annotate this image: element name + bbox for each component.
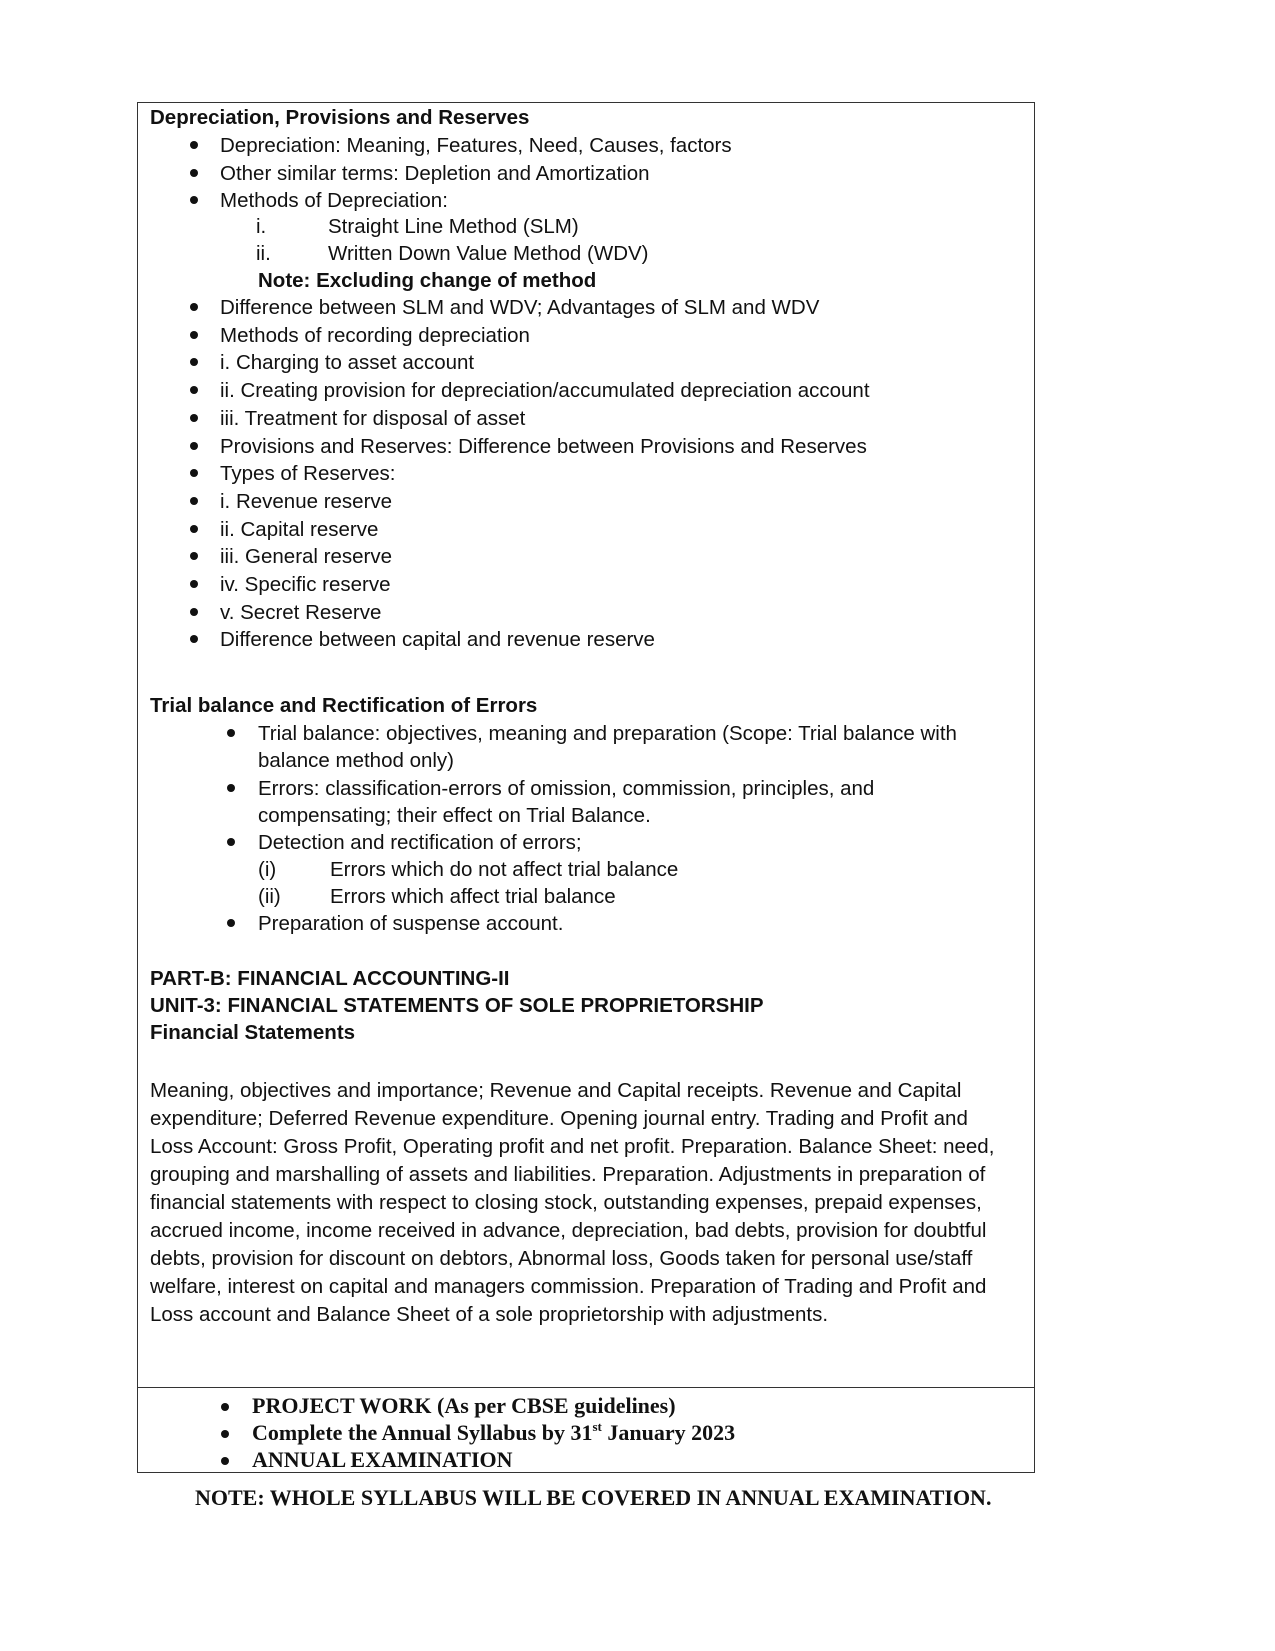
bullet (227, 784, 235, 792)
list-item: i. Charging to asset account (220, 351, 475, 375)
paragraph-line: debts, provision for discount on debtors, Abnormal loss, Goods taken for personal use/staff (150, 1247, 973, 1270)
error-type-label: Errors which affect trial balance (330, 885, 616, 908)
list-item: iii. Treatment for disposal of asset (220, 406, 526, 430)
bullet (190, 580, 198, 588)
bullet (221, 1430, 229, 1438)
paragraph-line: welfare, interest on capital and managers commission. Preparation of Trading and Profit and (150, 1275, 987, 1298)
bullet (190, 469, 198, 477)
paragraph-line: grouping and marshalling of assets and liabilities. Preparation. Adjustments in preparation of (150, 1163, 986, 1186)
bullet (190, 358, 198, 366)
list-item: Types of Reserves: (220, 462, 396, 486)
method-number: i. (256, 215, 267, 238)
error-type-label: Errors which do not affect trial balance (330, 858, 679, 881)
bullet (190, 196, 198, 204)
paragraph-line: Loss account and Balance Sheet of a sole proprietorship with adjustments. (150, 1303, 829, 1326)
bullet (190, 608, 198, 616)
list-item: i. Revenue reserve (220, 489, 393, 513)
bullet (227, 919, 235, 927)
paragraph-line: expenditure; Deferred Revenue expenditure. Opening journal entry. Trading and Profit and (150, 1107, 968, 1130)
deadline-suffix: st (592, 1419, 602, 1434)
annual-exam-item: ANNUAL EXAMINATION (252, 1447, 513, 1472)
list-item: Errors: classification-errors of omission, commission, principles, and (258, 777, 875, 800)
final-note: NOTE: WHOLE SYLLABUS WILL BE COVERED IN ANNUAL EXAMINATION. (195, 1485, 992, 1510)
bullet (190, 386, 198, 394)
bullet (221, 1403, 229, 1411)
list-item-continuation: balance method only) (258, 749, 455, 772)
bullet (190, 552, 198, 560)
bullet (190, 635, 198, 643)
bullet (190, 497, 198, 505)
financial-statements-paragraph (150, 1077, 1020, 1329)
section-heading-depreciation: Depreciation, Provisions and Reserves (150, 106, 530, 129)
syllabus-deadline-item (252, 1419, 736, 1445)
method-label: Straight Line Method (SLM) (328, 215, 579, 238)
list-item: Methods of Depreciation: (220, 189, 448, 213)
list-item: Detection and rectification of errors; (258, 831, 582, 854)
bullet (227, 838, 235, 846)
list-item: Difference between capital and revenue reserve (220, 628, 655, 652)
method-label: Written Down Value Method (WDV) (328, 242, 649, 265)
syllabus-table (137, 102, 1035, 1473)
list-item: iii. General reserve (220, 545, 393, 569)
method-note: Note: Excluding change of method (258, 269, 597, 292)
bullet (190, 169, 198, 177)
bullet (221, 1457, 229, 1465)
method-number: ii. (256, 242, 271, 265)
project-work-item: PROJECT WORK (As per CBSE guidelines) (252, 1393, 676, 1418)
list-item: ii. Creating provision for depreciation/accumulated depreciation account (220, 379, 870, 403)
section-heading-trial-balance: Trial balance and Rectification of Errors (150, 694, 538, 717)
error-type-number: (ii) (258, 885, 281, 908)
list-item: Difference between SLM and WDV; Advantages of SLM and WDV (220, 296, 820, 319)
part-heading: PART-B: FINANCIAL ACCOUNTING-II (150, 967, 510, 990)
bullet (190, 414, 198, 422)
list-item: Trial balance: objectives, meaning and preparation (Scope: Trial balance with (258, 722, 957, 745)
paragraph-line: accrued income, income received in advance, depreciation, bad debts, provision for doubtful (150, 1219, 987, 1242)
list-item-continuation: compensating; their effect on Trial Balance. (258, 804, 651, 827)
bullet (190, 525, 198, 533)
unit-heading: UNIT-3: FINANCIAL STATEMENTS OF SOLE PROPRIETORSHIP (150, 994, 764, 1017)
list-item: Other similar terms: Depletion and Amortization (220, 161, 650, 185)
paragraph-line: Loss Account: Gross Profit, Operating profit and net profit. Preparation. Balance Sheet: need, (150, 1135, 995, 1158)
paragraph-line: Meaning, objectives and importance; Revenue and Capital receipts. Revenue and Capital (150, 1079, 962, 1102)
bullet (227, 729, 235, 737)
list-item: Methods of recording depreciation (220, 323, 530, 347)
list-item: Depreciation: Meaning, Features, Need, Causes, factors (220, 134, 732, 157)
error-type-number: (i) (258, 858, 277, 881)
list-item: iv. Specific reserve (220, 573, 391, 596)
deadline-date: January 2023 (601, 1420, 736, 1445)
bullet (190, 331, 198, 339)
list-item: Provisions and Reserves: Difference between Provisions and Reserves (220, 434, 867, 458)
bullet (190, 303, 198, 311)
list-item: Preparation of suspense account. (258, 912, 564, 935)
list-item: ii. Capital reserve (220, 517, 379, 541)
row-divider (138, 1387, 1034, 1388)
section-heading-financial-statements: Financial Statements (150, 1021, 356, 1044)
bullet (190, 442, 198, 450)
deadline-text: Complete the Annual Syllabus by 31 (252, 1420, 593, 1445)
list-item: v. Secret Reserve (220, 600, 382, 624)
paragraph-line: financial statements with respect to closing stock, outstanding expenses, prepaid expenses, (150, 1191, 982, 1214)
bullet (190, 141, 198, 149)
